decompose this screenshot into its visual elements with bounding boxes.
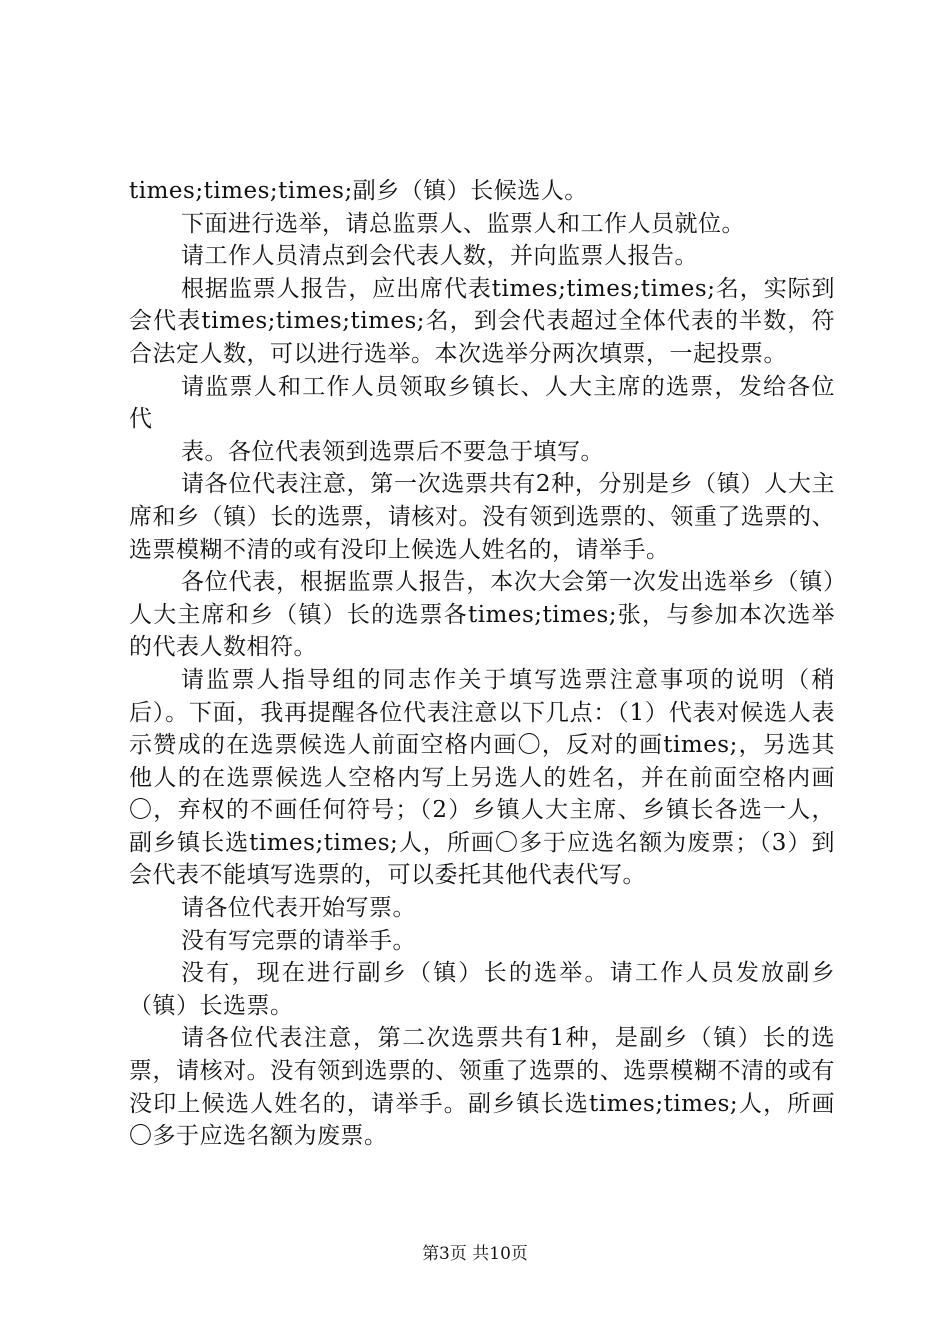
paragraph: 请工作人员清点到会代表人数，并向监票人报告。 — [181, 243, 698, 270]
paragraph: 没有写完票的请举手。 — [181, 927, 416, 954]
paragraph: 各位代表，根据监票人报告，本次大会第一次发出选举乡（镇）人大主席和乡（镇）长的选票各times;times;张，与参加本次选举的代表人数相符。 — [129, 569, 835, 661]
paragraph: 没有，现在进行副乡（镇）长的选举。请工作人员发放副乡（镇）长选票。 — [129, 960, 835, 1019]
paragraph: 请各位代表注意，第一次选票共有2种，分别是乡（镇）人大主席和乡（镇）长的选票，请核对。没有领到选票的、领重了选票的、选票模糊不清的或有没印上候选人姓名的，请举手。 — [129, 471, 835, 563]
paragraph: 请监票人和工作人员领取乡镇长、人大主席的选票，发给各位代 — [129, 373, 835, 433]
paragraph: 根据监票人报告，应出席代表times;times;times;名，实际到会代表times;times;times;名，到会代表超过全体代表的半数，符合法定人数，可以进行选举。本次选举分两次填票，一起投票。 — [129, 275, 835, 367]
paragraph: 请监票人指导组的同志作关于填写选票注意事项的说明（稍后）。下面，我再提醒各位代表注意以下几点：（1）代表对候选人表示赞成的在选票候选人前面空格内画〇，反对的画times;，另选其他人的在选票候选人空格内写上另选人的姓名，并在前面空格内画〇，弃权的不画任何符号；（2）乡镇人大主席、乡镇长各选一人，副乡镇长选times;times;人，所画〇多于应选名额为废票；（3）到会代表不能填写选票的，可以委托其他代表代写。 — [129, 666, 835, 889]
paragraph: 下面进行选举，请总监票人、监票人和工作人员就位。 — [181, 210, 745, 237]
paragraph: times;times;times;副乡（镇）长候选人。 — [129, 178, 588, 204]
document-body — [129, 175, 835, 1153]
paragraph: 请各位代表开始写票。 — [181, 895, 416, 922]
page-number-footer: 第3页 共10页 — [422, 1244, 528, 1264]
paragraph: 表。各位代表领到选票后不要急于填写。 — [181, 438, 604, 465]
paragraph: 请各位代表注意，第二次选票共有1种，是副乡（镇）长的选票，请核对。没有领到选票的、领重了选票的、选票模糊不清的或有没印上候选人姓名的，请举手。副乡镇长选times;times;人，所画〇多于应选名额为废票。 — [129, 1025, 835, 1150]
